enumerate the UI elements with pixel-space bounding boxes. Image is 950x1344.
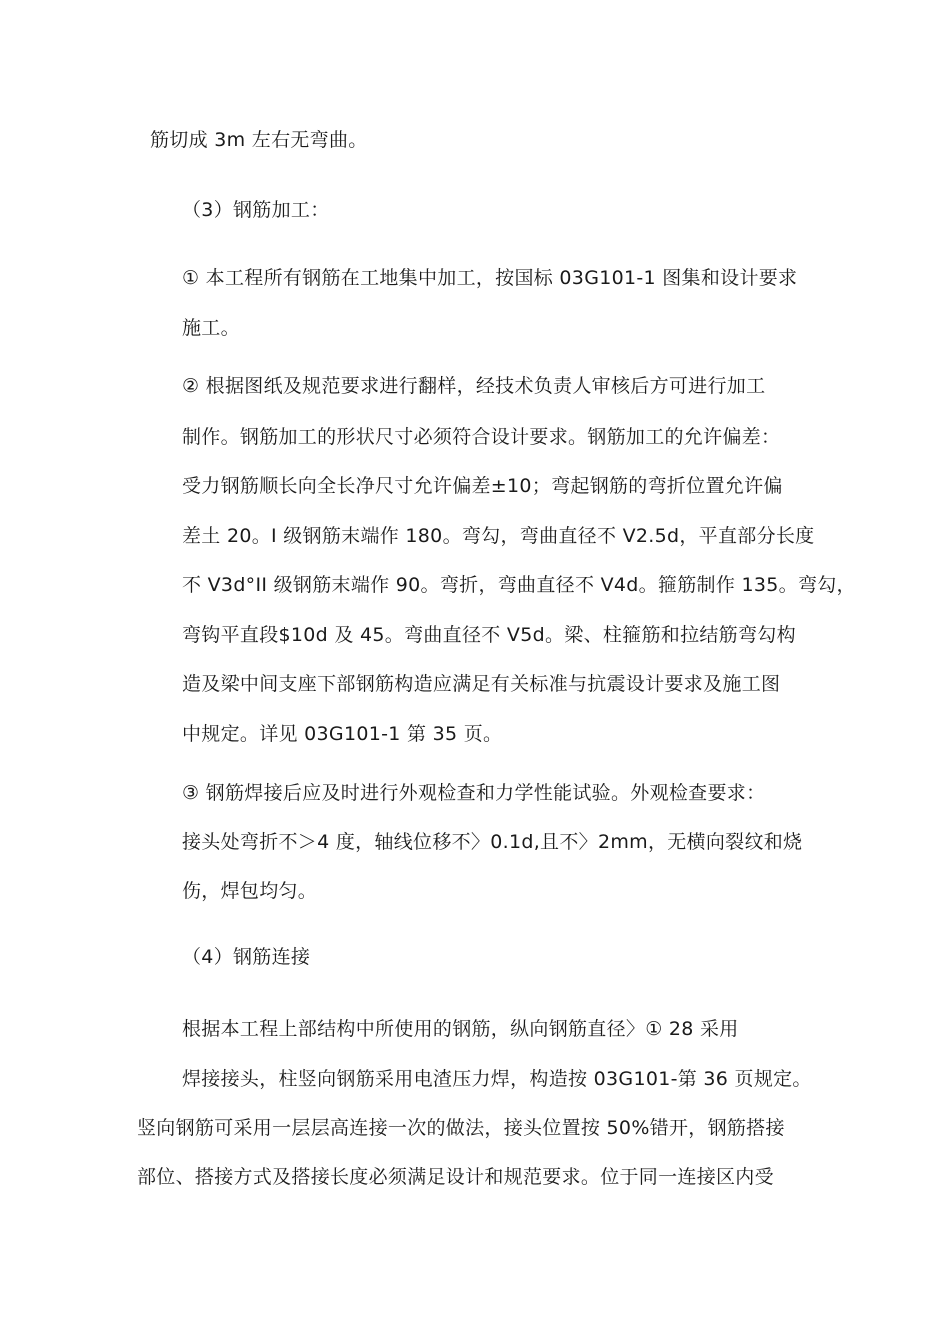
text-line: 不 V3d°II 级钢筋末端作 90。弯折，弯曲直径不 V4d。箍筋制作 135。弯勾， xyxy=(182,574,856,596)
text-line: 造及梁中间支座下部钢筋构造应满足有关标准与抗震设计要求及施工图 xyxy=(182,673,781,695)
text-line: 部位、搭接方式及搭接长度必须满足设计和规范要求。位于同一连接区内受 xyxy=(137,1166,774,1188)
text-line: 伤，焊包均匀。 xyxy=(182,880,318,902)
text-line: 根据本工程上部结构中所使用的钢筋，纵向钢筋直径〉① 28 采用 xyxy=(182,1018,739,1040)
text-line: 接头处弯折不＞4 度，轴线位移不〉0.1d,且不〉2mm，无横向裂纹和烧 xyxy=(182,831,803,853)
text-line: 差土 20。I 级钢筋末端作 180。弯勾，弯曲直径不 V2.5d，平直部分长度 xyxy=(182,525,815,547)
text-line: ① 本工程所有钢筋在工地集中加工，按国标 03G101-1 图集和设计要求 xyxy=(182,267,798,289)
section-heading: （4）钢筋连接 xyxy=(182,946,311,968)
text-line: 筋切成 3m 左右无弯曲。 xyxy=(150,129,368,151)
text-line: ② 根据图纸及规范要求进行翻样，经技术负责人审核后方可进行加工 xyxy=(182,375,766,397)
text-line: 受力钢筋顺长向全长净尺寸允许偏差±10；弯起钢筋的弯折位置允许偏 xyxy=(182,475,783,497)
section-heading: （3）钢筋加工： xyxy=(182,199,330,221)
text-line: 制作。钢筋加工的形状尺寸必须符合设计要求。钢筋加工的允许偏差： xyxy=(182,426,781,448)
text-line: 竖向钢筋可采用一层层高连接一次的做法，接头位置按 50%错开，钢筋搭接 xyxy=(137,1117,785,1139)
text-line: 弯钩平直段$10d 及 45。弯曲直径不 V5d。梁、柱箍筋和拉结筋弯勾构 xyxy=(182,624,796,646)
text-line: 焊接接头，柱竖向钢筋采用电渣压力焊，构造按 03G101-第 36 页规定。 xyxy=(182,1068,812,1090)
text-line: ③ 钢筋焊接后应及时进行外观检查和力学性能试验。外观检查要求： xyxy=(182,782,766,804)
text-line: 中规定。详见 03G101-1 第 35 页。 xyxy=(182,723,503,745)
text-line: 施工。 xyxy=(182,317,240,339)
